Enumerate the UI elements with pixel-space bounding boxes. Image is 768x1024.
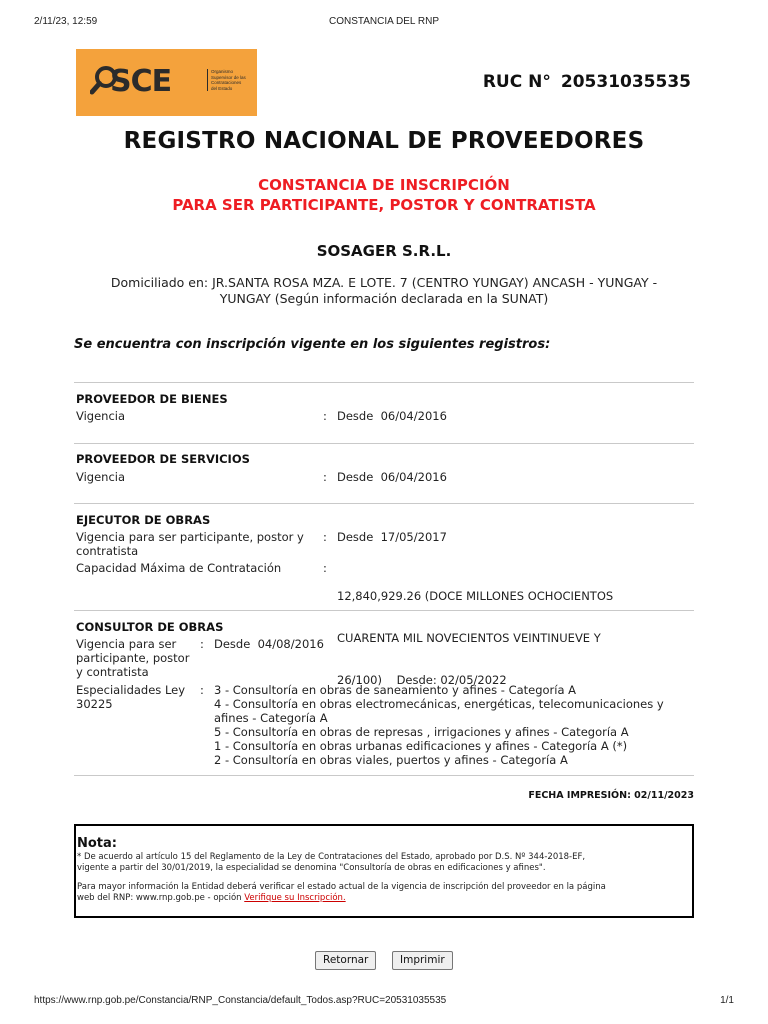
ruc-label: RUC N° bbox=[482, 72, 551, 92]
note-line-1: * De acuerdo al artículo 15 del Reglamento de la Ley de Contrataciones del Estado, aprobado por D.S. Nº 344-2018-EF, bbox=[77, 852, 586, 862]
note-line-4: web del RNP: www.rnp.gob.pe - opción Verifique su Inscripción. bbox=[77, 893, 346, 903]
separator: : bbox=[323, 561, 327, 575]
page-number: 1/1 bbox=[720, 995, 734, 1006]
capacidad-label: Capacidad Máxima de Contratación bbox=[76, 561, 282, 575]
consultor-vigencia-value: Desde 04/08/2016 bbox=[214, 637, 324, 651]
list-item: 5 - Consultoría en obras de represas , irrigaciones y afines - Categoría A bbox=[214, 725, 629, 739]
page-title: REGISTRO NACIONAL DE PROVEEDORES bbox=[123, 128, 645, 154]
ejecutor-vigencia-value: Desde 17/05/2017 bbox=[337, 530, 447, 544]
subtitle-line-2: PARA SER PARTICIPANTE, POSTOR Y CONTRATISTA bbox=[172, 196, 596, 214]
section-title-consultor: CONSULTOR DE OBRAS bbox=[76, 620, 224, 634]
section-divider bbox=[74, 610, 694, 611]
company-address: Domiciliado en: JR.SANTA ROSA MZA. E LOTE. 7 (CENTRO YUNGAY) ANCASH - YUNGAY - YUNGAY (Según información declarada en la SUNAT) bbox=[110, 275, 658, 306]
print-header bbox=[34, 16, 734, 30]
logo-wordmark: SCE bbox=[110, 64, 172, 99]
servicios-vigencia-label: Vigencia bbox=[76, 470, 126, 484]
bienes-vigencia-value: Desde 06/04/2016 bbox=[337, 409, 447, 423]
retornar-button[interactable]: Retornar bbox=[315, 951, 376, 970]
note-heading: Nota: bbox=[77, 836, 117, 851]
ruc-number bbox=[483, 72, 691, 92]
separator: : bbox=[323, 409, 327, 423]
especialidades-list bbox=[214, 683, 664, 767]
note-line-2: vigente a partir del 30/01/2019, la especialidad se denomina "Consultoría de obras en edificaciones y afines". bbox=[77, 863, 546, 873]
section-title-bienes: PROVEEDOR DE BIENES bbox=[76, 392, 228, 406]
separator: : bbox=[323, 470, 327, 484]
ejecutor-vigencia-label: Vigencia para ser participante, postor y contratista bbox=[76, 530, 304, 558]
subtitle-line-1: CONSTANCIA DE INSCRIPCIÓN bbox=[258, 176, 510, 194]
list-item: 1 - Consultoría en obras urbanas edificaciones y afines - Categoría A (*) bbox=[214, 739, 628, 753]
logo-tagline: Organismo Supervisor de las Contrataciones del Estado bbox=[207, 69, 253, 91]
section-divider bbox=[74, 382, 694, 383]
note-line-3: Para mayor información la Entidad deberá verificar el estado actual de la vigencia de inscripción del proveedor en la página bbox=[77, 882, 606, 892]
bienes-vigencia-label: Vigencia bbox=[76, 409, 126, 423]
list-item: 3 - Consultoría en obras de saneamiento y afines - Categoría A bbox=[214, 683, 577, 697]
especialidades-label: Especialidades Ley 30225 bbox=[76, 683, 186, 711]
section-divider bbox=[74, 443, 694, 444]
separator: : bbox=[200, 637, 204, 651]
section-title-servicios: PROVEEDOR DE SERVICIOS bbox=[76, 452, 250, 466]
section-divider bbox=[74, 775, 694, 776]
servicios-vigencia-value: Desde 06/04/2016 bbox=[337, 470, 447, 484]
imprimir-button[interactable]: Imprimir bbox=[392, 951, 453, 970]
consultor-vigencia-label: Vigencia para ser participante, postor y contratista bbox=[76, 637, 190, 679]
separator: : bbox=[200, 683, 204, 697]
print-footer bbox=[34, 995, 734, 1009]
list-item: afines - Categoría A bbox=[214, 711, 328, 725]
note-box bbox=[74, 824, 694, 918]
list-item: 4 - Consultoría en obras electromecánicas, energéticas, telecomunicaciones y bbox=[214, 697, 664, 711]
section-divider bbox=[74, 503, 694, 504]
print-datetime: 2/11/23, 12:59 bbox=[34, 16, 98, 27]
separator: : bbox=[323, 530, 327, 544]
ruc-value: 20531035535 bbox=[560, 72, 691, 92]
registers-intro: Se encuentra con inscripción vigente en los siguientes registros: bbox=[74, 337, 551, 352]
verify-inscription-link[interactable]: Verifique su Inscripción. bbox=[244, 893, 346, 903]
fecha-impresion: FECHA IMPRESIÓN: 02/11/2023 bbox=[528, 790, 694, 801]
capacidad-value: 12,840,929.26 (DOCE MILLONES OCHOCIENTOS CUARENTA MIL NOVECIENTOS VEINTINUEVE Y 26/100) Desde: 02/05/2022 bbox=[337, 589, 614, 687]
certificate-subtitle bbox=[0, 175, 768, 215]
list-item: 2 - Consultoría en obras viales, puertos y afines - Categoría A bbox=[214, 753, 568, 767]
company-name: SOSAGER S.R.L. bbox=[316, 242, 452, 260]
section-title-ejecutor: EJECUTOR DE OBRAS bbox=[76, 513, 211, 527]
print-doc-title: CONSTANCIA DEL RNP bbox=[328, 16, 440, 27]
osce-logo bbox=[76, 49, 257, 116]
print-url: https://www.rnp.gob.pe/Constancia/RNP_Constancia/default_Todos.asp?RUC=20531035535 bbox=[34, 995, 447, 1006]
